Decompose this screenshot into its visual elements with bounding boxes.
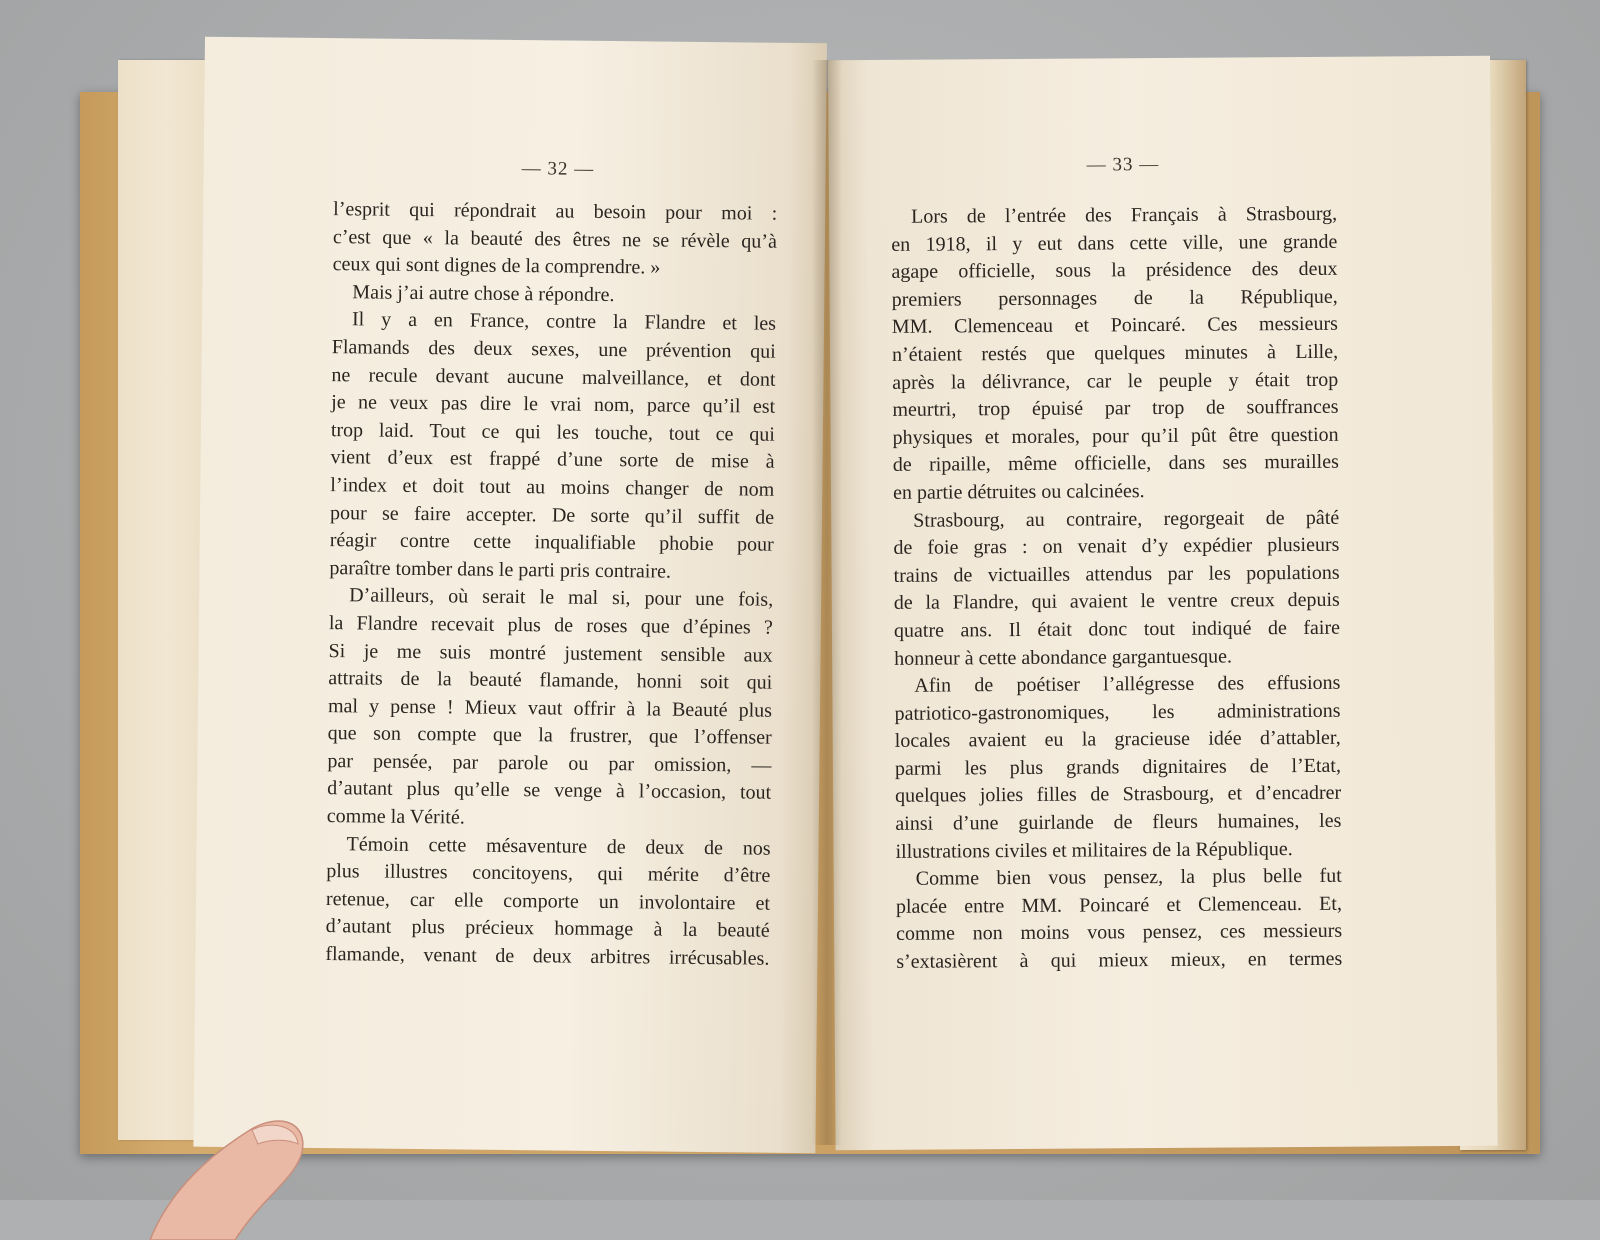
- text-line: meurtri, trop épuisé par trop de souffrances: [892, 395, 1339, 422]
- left-page-text: [325, 196, 777, 973]
- text-line: MM. Clemenceau et Poincaré. Ces messieurs: [891, 313, 1338, 339]
- text-line: Afin de poétiser l’allégresse des effusions: [914, 671, 1341, 697]
- text-line: Strasbourg, au contraire, regorgeait de pâté: [913, 506, 1340, 532]
- text-line: l’index et doit tout au moins changer de nom: [330, 474, 775, 501]
- text-line: je ne veux pas dire le vrai nom, parce qu’il est: [331, 391, 776, 418]
- text-line: quelques jolies filles de Strasbourg, et d’encadrer: [895, 782, 1342, 808]
- text-line: en 1918, il y eut dans cette ville, une grande: [891, 230, 1338, 256]
- text-line: Témoin cette mésaventure de deux de nos: [346, 832, 771, 860]
- text-line: l’esprit qui répondrait au besoin pour moi :: [333, 198, 778, 225]
- left-page-number: — 32 —: [521, 158, 595, 180]
- text-line: par pensée, par parole ou par omission, —: [327, 749, 772, 777]
- text-line: honneur à cette abondance gargantuesque.: [894, 645, 1233, 670]
- text-line: comme la Vérité.: [326, 805, 465, 829]
- text-line: locales avaient eu la gracieuse idée d’attabler,: [894, 727, 1341, 753]
- text-line: trains de victuailles attendus par les populations: [893, 561, 1340, 587]
- text-line: la Flandre recevait plus de roses que d’épines ?: [328, 611, 773, 639]
- text-line: réagir contre cette inqualifiable phobie pour: [329, 529, 774, 556]
- left-page: [193, 37, 827, 1153]
- text-line: d’autant plus précieux hommage à la beauté: [325, 915, 770, 943]
- thumb-holding-page: [140, 1060, 310, 1240]
- text-line: s’extasièrent à qui mieux mieux, en termes: [896, 947, 1343, 973]
- text-line: plus illustres concitoyens, qui mérite d’être: [326, 860, 771, 887]
- text-line: mal y pense ! Mieux vaut offrir à la Beauté plus: [327, 694, 773, 722]
- text-line: vient d’eux est frappé d’une sorte de mise à: [330, 446, 775, 474]
- text-line: trop laid. Tout ce qui les touche, tout ce qui: [330, 418, 775, 446]
- text-line: n’étaient restés que quelques minutes à Lille,: [891, 340, 1339, 366]
- text-line: Lors de l’entrée des Français à Strasbourg,: [911, 202, 1338, 228]
- text-line: de la Flandre, qui avaient le ventre creux depuis: [893, 589, 1340, 615]
- text-line: physiques et morales, pour qu’il pût être question: [892, 423, 1339, 449]
- text-line: Comme bien vous pensez, la plus belle fut: [915, 864, 1342, 890]
- text-line: comme non moins vous pensez, ces messieurs: [896, 920, 1343, 946]
- text-line: c’est que « la beauté des êtres ne se révèle qu’à: [332, 225, 778, 253]
- text-line: Si je me suis montré justement sensible aux: [328, 639, 773, 667]
- text-line: flamande, venant de deux arbitres irrécusables.: [325, 943, 770, 970]
- text-line: Il y a en France, contre la Flandre et les: [351, 308, 777, 336]
- text-line: patriotico-gastronomiques, les administrations: [894, 699, 1341, 725]
- text-line: Flamands des deux sexes, une prévention qui: [331, 336, 776, 363]
- text-line: D’ailleurs, où serait le mal si, pour une fois,: [349, 584, 774, 612]
- text-line: ainsi d’une guirlande de fleurs humaines, les: [895, 809, 1342, 835]
- text-line: placée entre MM. Poincaré et Clemenceau. Et,: [895, 892, 1342, 918]
- text-line: retenue, car elle comporte un involontaire et: [325, 887, 771, 915]
- text-line: ceux qui sont dignes de la comprendre. »: [332, 253, 661, 279]
- text-line: d’autant plus qu’elle se venge à l’occasion, tout: [327, 777, 772, 805]
- text-line: parmi les plus grands dignitaires de l’Etat,: [894, 754, 1342, 780]
- text-line: de ripaille, même officielle, dans ses murailles: [892, 451, 1339, 477]
- right-page-number: — 33 —: [1086, 154, 1160, 176]
- text-line: premiers personnages de la République,: [891, 285, 1338, 311]
- text-line: ne recule devant aucune malveillance, et dont: [331, 363, 776, 391]
- text-line: attraits de la beauté flamande, honni soit qui: [328, 667, 773, 694]
- text-line: après la délivrance, car le peuple y était trop: [892, 368, 1339, 394]
- text-line: pour se faire accepter. De sorte qu’il suffit de: [329, 501, 775, 529]
- text-line: Mais j’ai autre chose à répondre.: [352, 281, 615, 306]
- text-line: agape officielle, sous la présidence des deux: [891, 257, 1338, 284]
- right-page: [828, 56, 1498, 1151]
- text-line: que son compte que la frustrer, que l’offenser: [327, 722, 772, 749]
- text-line: quatre ans. Il était donc tout indiqué de faire: [893, 616, 1341, 642]
- book-gutter: [812, 60, 842, 1145]
- text-line: illustrations civiles et militaires de la République.: [895, 837, 1293, 863]
- text-line: de foie gras : on venait d’y expédier plusieurs: [893, 533, 1340, 559]
- right-page-text: [891, 201, 1342, 977]
- text-line: paraître tomber dans le parti pris contraire.: [329, 556, 672, 583]
- text-line: en partie détruites ou calcinées.: [892, 480, 1145, 504]
